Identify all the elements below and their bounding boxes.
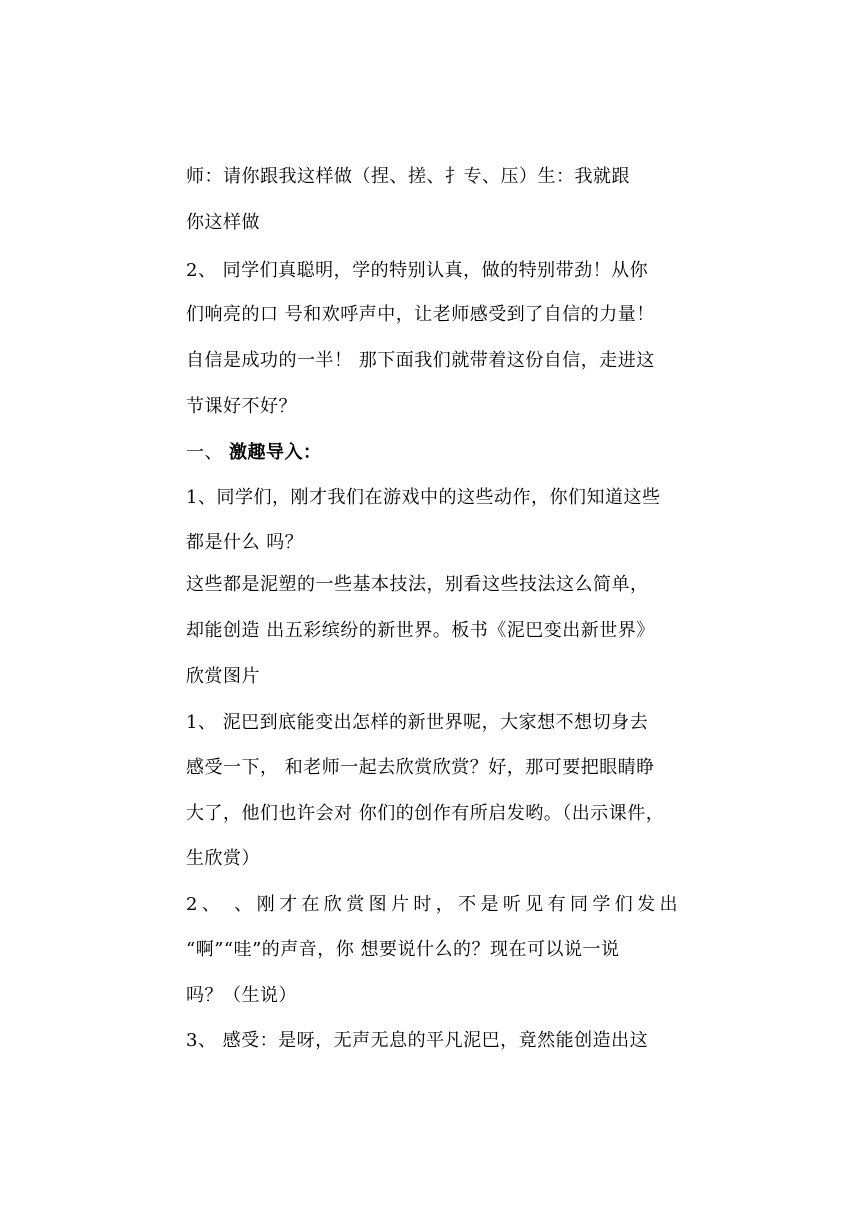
text-line: 吗？（生说）: [186, 985, 297, 1006]
text-line: 这些都是泥塑的一些基本技法，别看这些技法这么简单，: [186, 574, 649, 595]
text-line: “啊”“哇”的声音，你 想要说什么的？现在可以说一说: [186, 939, 620, 960]
text-line: 1、同学们，刚才我们在游戏中的这些动作，你们知道这些: [186, 487, 661, 508]
text-line: 感受一下， 和老师一起去欣赏欣赏？好，那可要把眼睛睁: [186, 757, 655, 778]
section-heading: 激趣导入：: [229, 442, 322, 463]
text-line: 却能创造 出五彩缤纷的新世界。板书《泥巴变出新世界》: [186, 620, 655, 641]
text-line: 节课好不好？: [186, 396, 297, 417]
text-line: 欣赏图片: [186, 666, 260, 687]
section-number: 一、: [186, 442, 223, 463]
text-line: 自信是成功的一半！ 那下面我们就带着这份自信，走进这: [186, 350, 655, 371]
text-line: 师：请你跟我这样做（捏、搓、扌专、压）生：我就跟: [186, 166, 630, 187]
text-line: 2、 、刚才在欣赏图片时，不是听见有同学们发出: [186, 894, 678, 915]
text-line: 都是什么 吗？: [186, 532, 304, 553]
text-line: 大了，他们也许会对 你们的创作有所启发哟。（出示课件，: [186, 803, 665, 824]
text-line: 2、 同学们真聪明，学的特别认真，做的特别带劲！从你: [186, 260, 649, 281]
text-line: 们响亮的口 号和欢呼声中，让老师感受到了自信的力量！: [186, 304, 655, 325]
text-line: 生欣赏）: [186, 848, 260, 869]
text-line: 3、 感受：是呀，无声无息的平凡泥巴，竟然能创造出这: [186, 1030, 649, 1051]
text-line: 1、 泥巴到底能变出怎样的新世界呢，大家想不想切身去: [186, 712, 649, 733]
text-line: 你这样做: [186, 212, 260, 233]
